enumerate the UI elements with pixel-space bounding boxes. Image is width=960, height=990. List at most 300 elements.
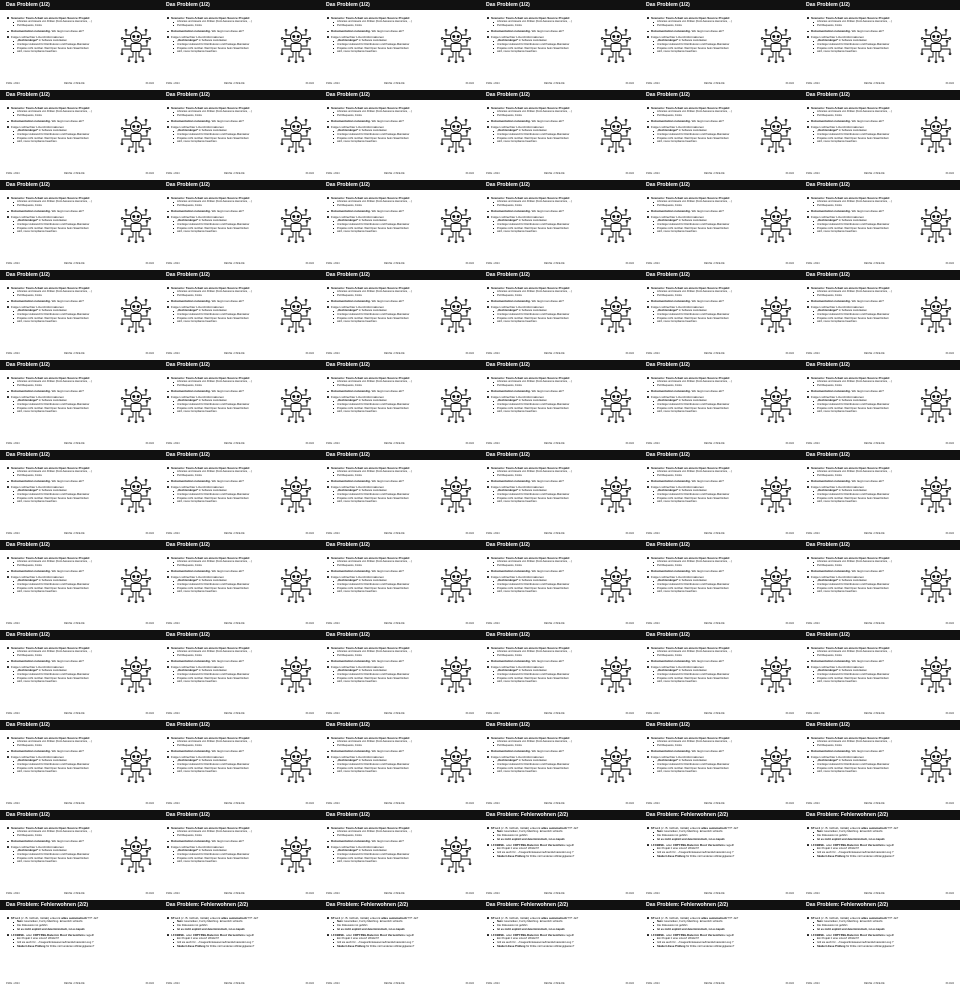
bullet-head: Szenario: Team Arbeit an einem Open Source Projekt: bbox=[331, 286, 411, 290]
slide-footer bbox=[806, 892, 954, 896]
bullet-head: Szenario: Team Arbeit an einem Open Source Projekt: bbox=[331, 196, 411, 200]
sub-bullet: wird, muss Compliance beachten. bbox=[166, 680, 278, 684]
footer-right: 15.2024 bbox=[145, 622, 154, 625]
sub-bullet-bold: „Rechtsmängel“ bbox=[657, 309, 679, 313]
footer-center: REUSE • FSFE-DE bbox=[384, 172, 405, 175]
sub-bullet-text: für Dritte mit hunderten Abhängigkeiten? bbox=[685, 854, 735, 858]
bullet-head: Szenario: Team Arbeit an einem Open Source Projekt: bbox=[11, 196, 91, 200]
bullet-code: $Tool bbox=[651, 826, 661, 830]
sub-bullet: Pull Requests, Forks bbox=[486, 654, 598, 658]
sub-bullet: Pull Requests, Forks bbox=[486, 24, 598, 28]
bullet bbox=[646, 29, 758, 33]
sub-bullet-text: für Dritte mit hunderten Abhängigkeiten? bbox=[525, 854, 575, 858]
sub-bullet: wird, muss Compliance beachten. bbox=[166, 770, 278, 774]
sub-bullet-bold: „Rechtsmängel“ bbox=[177, 399, 199, 403]
sub-bullet: Libraries und Assets von Dritten (Font Awesome Heroicons, ...) bbox=[646, 20, 758, 24]
sub-bullet: wird, muss Compliance beachten. bbox=[806, 590, 918, 594]
slide-footer bbox=[806, 352, 954, 356]
sub-bullet: Unnötiger Aufwand für Distributoren und Package-Maintainer bbox=[166, 493, 278, 497]
sub-bullet: Unnötiger Aufwand für Distributoren und Package-Maintainer bbox=[6, 763, 118, 767]
bullet-tail: Wo liegt man diese ab? bbox=[370, 569, 404, 574]
bullet-code: LICENSE bbox=[331, 932, 344, 937]
sub-bullet: Pull Requests, Forks bbox=[166, 474, 278, 478]
slide-title: Das Problem (1/2) bbox=[800, 0, 960, 10]
bullet-head: Folgen schlechter Lizenzinformationen bbox=[651, 755, 704, 759]
sub-bullet: Unnötiger Aufwand für Distributoren und Package-Maintainer bbox=[6, 493, 118, 497]
slide-title: Das Problem (1/2) bbox=[480, 450, 640, 460]
sub-bullet: Pull Requests, Forks bbox=[486, 114, 598, 118]
bullet-tail: ?!?! Ja? bbox=[407, 916, 419, 920]
slide-title: Das Problem (1/2) bbox=[480, 360, 640, 370]
bullet-head: Szenario: Team Arbeit an einem Open Source Projekt: bbox=[171, 736, 251, 740]
sub-bullet-bold: „Rechtsmängel“ bbox=[177, 309, 199, 313]
footer-right: 15.2024 bbox=[145, 442, 154, 445]
slide-thumbnail bbox=[800, 900, 960, 990]
slide-title: Das Problem: Fehlerwohnen (2/2) bbox=[0, 900, 160, 910]
slide-thumbnail bbox=[480, 0, 640, 90]
slide-body bbox=[166, 826, 278, 864]
bullet-head: Folgen schlechter Lizenzinformationen bbox=[171, 665, 224, 669]
bullet bbox=[486, 479, 598, 483]
sub-bullet: Libraries und Assets von Dritten (Font Awesome Heroicons, ...) bbox=[806, 200, 918, 204]
footer-center: REUSE • FSFE-DE bbox=[64, 442, 85, 445]
slide-body bbox=[326, 916, 474, 948]
footer-center: REUSE • FSFE-DE bbox=[384, 532, 405, 535]
footer-center: REUSE • FSFE-DE bbox=[384, 802, 405, 805]
slide-title: Das Problem (1/2) bbox=[160, 180, 320, 190]
slide-thumbnail bbox=[640, 270, 800, 360]
bullet-head: Dokumentation notwendig. bbox=[491, 569, 531, 574]
bullet-tail: regelt! bbox=[724, 932, 735, 937]
bullet-head: Folgen schlechter Lizenzinformationen bbox=[811, 395, 864, 399]
footer-right: 15.2024 bbox=[305, 712, 314, 715]
sub-bullet-text: für Dritte mit hunderten Abhängigkeiten? bbox=[685, 944, 735, 948]
sub-bullet: Libraries und Assets von Dritten (Font Awesome Heroicons, ...) bbox=[486, 380, 598, 384]
sub-bullet: wird, muss Compliance beachten. bbox=[6, 770, 118, 774]
sub-bullet bbox=[6, 928, 154, 932]
footer-right: 15.2024 bbox=[785, 982, 794, 985]
bullet-tail: Wo liegt man diese ab? bbox=[690, 29, 724, 34]
bullet-head: Szenario: Team Arbeit an einem Open Source Projekt: bbox=[811, 556, 891, 560]
sub-bullet: Libraries und Assets von Dritten (Font Awesome Heroicons, ...) bbox=[646, 110, 758, 114]
slide-thumbnail bbox=[0, 540, 160, 630]
sub-bullet-bold: Ist es nicht explizit und deterministisch, ist es kaputt. bbox=[497, 927, 566, 931]
sub-bullet: Unnötiger Aufwand für Distributoren und Package-Maintainer bbox=[486, 583, 598, 587]
bullet-head: Folgen schlechter Lizenzinformationen bbox=[171, 575, 224, 579]
bullet-head: Dokumentation notwendig. bbox=[171, 479, 211, 484]
sub-bullet: Unnötiger Aufwand für Distributoren und Package-Maintainer bbox=[486, 493, 598, 497]
footer-center: REUSE • FSFE-DE bbox=[64, 622, 85, 625]
sub-bullet: Unnötiger Aufwand für Distributoren und Package-Maintainer bbox=[486, 313, 598, 317]
sub-bullet: Unnötiger Aufwand für Distributoren und Package-Maintainer bbox=[326, 583, 438, 587]
footer-left: FSFE • 2024 bbox=[6, 802, 20, 805]
bullet-head: Folgen schlechter Lizenzinformationen bbox=[491, 755, 544, 759]
bullet bbox=[6, 479, 118, 483]
sub-bullet: Libraries und Assets von Dritten (Font Awesome Heroicons, ...) bbox=[646, 650, 758, 654]
bullet bbox=[806, 29, 918, 33]
slide-thumbnail bbox=[0, 180, 160, 270]
sub-bullet: wird, muss Compliance beachten. bbox=[166, 230, 278, 234]
sub-bullet-text: Ein Projekt ≠ eine Lizenz! Wirklich? bbox=[497, 847, 539, 851]
slide-footer bbox=[6, 982, 154, 986]
sub-bullet: Unnötiger Aufwand für Distributoren und Package-Maintainer bbox=[326, 493, 438, 497]
sub-bullet: Projekte nicht nutzbar. Weil Open Source beim Staat fördern bbox=[166, 317, 278, 321]
bullet-text: - oder bbox=[664, 842, 673, 847]
bullet-code: COPYING bbox=[512, 932, 526, 937]
sub-bullet: Projekte nicht nutzbar. Weil Open Source beim Staat fördern bbox=[326, 227, 438, 231]
robot-circuit-icon bbox=[440, 476, 472, 514]
footer-left: FSFE • 2024 bbox=[486, 352, 500, 355]
bullet bbox=[486, 749, 598, 753]
sub-bullet: wird, muss Compliance beachten. bbox=[6, 860, 118, 864]
slide-thumbnail bbox=[320, 720, 480, 810]
sub-bullet-text: in Software Lieferketten bbox=[678, 309, 708, 313]
footer-left: FSFE • 2024 bbox=[486, 892, 500, 895]
bullet bbox=[166, 479, 278, 483]
bullet-tail: regelt! bbox=[884, 932, 895, 937]
sub-bullet: Libraries und Assets von Dritten (Font Awesome Heroicons, ...) bbox=[166, 380, 278, 384]
slide-title: Das Problem: Fehlerwohnen (2/2) bbox=[480, 900, 640, 910]
sub-bullet-bold: Skaliert diese Prüfung bbox=[497, 944, 526, 948]
bullet-tail: Wo liegt man diese ab? bbox=[50, 29, 84, 34]
sub-bullet: Unnötiger Aufwand für Distributoren und Package-Maintainer bbox=[806, 133, 918, 137]
footer-left: FSFE • 2024 bbox=[326, 802, 340, 805]
bullet-head: Dokumentation notwendig. bbox=[11, 749, 51, 754]
robot-circuit-icon bbox=[120, 296, 152, 334]
bullet-text: - oder bbox=[824, 932, 833, 937]
slide-footer bbox=[326, 622, 474, 626]
sub-bullet: Unnötiger Aufwand für Distributoren und Package-Maintainer bbox=[646, 673, 758, 677]
footer-left: FSFE • 2024 bbox=[646, 892, 660, 895]
sub-bullet bbox=[646, 855, 794, 859]
sub-bullet-text: in Software Lieferketten bbox=[38, 309, 68, 313]
bullet-head: Dokumentation notwendig. bbox=[651, 569, 691, 574]
sub-bullet-bold: „Rechtsmängel“ bbox=[497, 669, 519, 673]
sub-bullet: Pull Requests, Forks bbox=[6, 834, 118, 838]
bullet-head: Dokumentation notwendig. bbox=[331, 749, 371, 754]
bullet bbox=[486, 299, 598, 303]
footer-center: REUSE • FSFE-DE bbox=[864, 172, 885, 175]
sub-bullet-bold: „Rechtsmängel“ bbox=[337, 669, 359, 673]
sub-bullet: wird, muss Compliance beachten. bbox=[166, 590, 278, 594]
slide-title: Das Problem (1/2) bbox=[160, 720, 320, 730]
slide-footer bbox=[646, 622, 794, 626]
footer-left: FSFE • 2024 bbox=[486, 532, 500, 535]
slide-title: Das Problem: Fehlerwohnen (2/2) bbox=[160, 900, 320, 910]
bullet bbox=[326, 569, 438, 573]
sub-bullet: Libraries und Assets von Dritten (Font Awesome Heroicons, ...) bbox=[326, 470, 438, 474]
sub-bullet: Unnötiger Aufwand für Distributoren und Package-Maintainer bbox=[806, 403, 918, 407]
slide-thumbnail bbox=[480, 90, 640, 180]
slide-body bbox=[6, 736, 118, 774]
sub-bullet: Projekte nicht nutzbar. Weil Open Source beim Staat fördern bbox=[6, 767, 118, 771]
footer-left: FSFE • 2024 bbox=[806, 532, 820, 535]
footer-left: FSFE • 2024 bbox=[806, 442, 820, 445]
slide-title: Das Problem (1/2) bbox=[480, 0, 640, 10]
sub-bullet-bold: „Rechtsmängel“ bbox=[337, 849, 359, 853]
bullet-bold: alles automatisch bbox=[701, 916, 728, 920]
bullet-head: Szenario: Team Arbeit an einem Open Source Projekt: bbox=[811, 106, 891, 110]
footer-right: 15.2024 bbox=[785, 712, 794, 715]
sub-bullet-text: in Software Lieferketten bbox=[38, 39, 68, 43]
sub-bullet-bold: „Rechtsmängel“ bbox=[657, 759, 679, 763]
sub-bullet: wird, muss Compliance beachten. bbox=[6, 50, 118, 54]
sub-bullet: Projekte nicht nutzbar. Weil Open Source beim Staat fördern bbox=[6, 497, 118, 501]
robot-circuit-icon bbox=[600, 476, 632, 514]
bullet-tail: Wo liegt man diese ab? bbox=[690, 749, 724, 754]
footer-right: 15.2024 bbox=[305, 442, 314, 445]
bullet-head: Folgen schlechter Lizenzinformationen bbox=[171, 215, 224, 219]
sub-bullet: Pull Requests, Forks bbox=[166, 834, 278, 838]
bullet-head: Folgen schlechter Lizenzinformationen bbox=[331, 755, 384, 759]
bullet-head: Dokumentation notwendig. bbox=[11, 569, 51, 574]
bullet-head: Szenario: Team Arbeit an einem Open Source Projekt: bbox=[331, 466, 411, 470]
robot-circuit-icon bbox=[280, 476, 312, 514]
robot-circuit-icon bbox=[920, 116, 952, 154]
slide-title: Das Problem (1/2) bbox=[800, 90, 960, 100]
sub-bullet: Projekte nicht nutzbar. Weil Open Source beim Staat fördern bbox=[326, 857, 438, 861]
footer-left: FSFE • 2024 bbox=[486, 982, 500, 985]
footer-center: REUSE • FSFE-DE bbox=[384, 712, 405, 715]
footer-right: 15.2024 bbox=[305, 892, 314, 895]
bullet bbox=[166, 569, 278, 573]
sub-bullet-text: in Software Lieferketten bbox=[518, 759, 548, 763]
footer-left: FSFE • 2024 bbox=[166, 892, 180, 895]
bullet-head: Folgen schlechter Lizenzinformationen bbox=[11, 125, 64, 129]
bullet-head: Dokumentation notwendig. bbox=[651, 479, 691, 484]
bullet-head: Dokumentation notwendig. bbox=[331, 479, 371, 484]
slide-title: Das Problem (1/2) bbox=[480, 90, 640, 100]
slide-body bbox=[166, 646, 278, 684]
robot-circuit-icon bbox=[760, 26, 792, 64]
sub-bullet: wird, muss Compliance beachten. bbox=[166, 50, 278, 54]
sub-bullet-text: : Heuristiken, Fuzzy-Matching. Erraunlich schlecht. bbox=[22, 920, 84, 924]
footer-left: FSFE • 2024 bbox=[6, 712, 20, 715]
slide-footer bbox=[166, 532, 314, 536]
robot-circuit-icon bbox=[600, 296, 632, 334]
footer-right: 15.2024 bbox=[945, 982, 954, 985]
bullet-head: Folgen schlechter Lizenzinformationen bbox=[331, 395, 384, 399]
sub-bullet bbox=[806, 855, 954, 859]
footer-left: FSFE • 2024 bbox=[166, 442, 180, 445]
sub-bullet: Unnötiger Aufwand für Distributoren und Package-Maintainer bbox=[166, 853, 278, 857]
sub-bullet bbox=[806, 945, 954, 949]
bullet-head: Folgen schlechter Lizenzinformationen bbox=[491, 305, 544, 309]
robot-circuit-icon bbox=[120, 746, 152, 784]
footer-center: REUSE • FSFE-DE bbox=[384, 892, 405, 895]
footer-right: 15.2024 bbox=[145, 82, 154, 85]
footer-right: 15.2024 bbox=[465, 82, 474, 85]
sub-bullet: Libraries und Assets von Dritten (Font Awesome Heroicons, ...) bbox=[646, 740, 758, 744]
sub-bullet: Pull Requests, Forks bbox=[806, 204, 918, 208]
bullet-bold: alles automatisch bbox=[861, 826, 888, 830]
slide-title: Das Problem (1/2) bbox=[0, 0, 160, 10]
sub-bullet: wird, muss Compliance beachten. bbox=[806, 410, 918, 414]
slide-body bbox=[166, 916, 314, 948]
sub-bullet: Unnötiger Aufwand für Distributoren und Package-Maintainer bbox=[646, 313, 758, 317]
slide-body bbox=[806, 646, 918, 684]
bullet-tail: Wo liegt man diese ab? bbox=[850, 299, 884, 304]
sub-bullet: wird, muss Compliance beachten. bbox=[486, 680, 598, 684]
slide-footer bbox=[806, 532, 954, 536]
footer-center: REUSE • FSFE-DE bbox=[864, 262, 885, 265]
bullet-head: Dokumentation notwendig. bbox=[811, 29, 851, 34]
footer-center: REUSE • FSFE-DE bbox=[864, 442, 885, 445]
slide-body bbox=[486, 376, 598, 414]
bullet-head: Dokumentation notwendig. bbox=[651, 659, 691, 664]
sub-bullet: Unnötiger Aufwand für Distributoren und Package-Maintainer bbox=[486, 673, 598, 677]
bullet bbox=[6, 119, 118, 123]
bullet-head: Folgen schlechter Lizenzinformationen bbox=[171, 755, 224, 759]
bullet-head: Dokumentation notwendig. bbox=[331, 569, 371, 574]
robot-circuit-icon bbox=[120, 836, 152, 874]
robot-circuit-icon bbox=[440, 296, 472, 334]
slide-body bbox=[6, 916, 154, 948]
slide-title: Das Problem (1/2) bbox=[480, 270, 640, 280]
slide-title: Das Problem (1/2) bbox=[640, 270, 800, 280]
slide-footer bbox=[326, 892, 474, 896]
bullet-code: $Tool bbox=[651, 916, 661, 920]
sub-bullet: Projekte nicht nutzbar. Weil Open Source beim Staat fördern bbox=[646, 677, 758, 681]
sub-bullet: Unnötiger Aufwand für Distributoren und Package-Maintainer bbox=[486, 43, 598, 47]
footer-left: FSFE • 2024 bbox=[326, 532, 340, 535]
sub-bullet-bold: „Rechtsmängel“ bbox=[17, 759, 39, 763]
bullet-head: Szenario: Team Arbeit an einem Open Source Projekt: bbox=[651, 106, 731, 110]
sub-bullet: Libraries und Assets von Dritten (Font Awesome Heroicons, ...) bbox=[166, 290, 278, 294]
bullet-tail: Wo liegt man diese ab? bbox=[850, 569, 884, 574]
sub-bullet: Unnötiger Aufwand für Distributoren und Package-Maintainer bbox=[6, 313, 118, 317]
footer-left: FSFE • 2024 bbox=[326, 82, 340, 85]
sub-bullet bbox=[166, 945, 314, 949]
bullet-tail: Wo liegt man diese ab? bbox=[690, 209, 724, 214]
bullet-tail: ?!?! Ja? bbox=[87, 916, 99, 920]
slide-thumbnail bbox=[480, 810, 640, 900]
bullet-tail: ?!?! Ja? bbox=[887, 826, 899, 830]
slide-title: Das Problem (1/2) bbox=[0, 630, 160, 640]
robot-circuit-icon bbox=[600, 746, 632, 784]
robot-circuit-icon bbox=[920, 26, 952, 64]
bullet-head: Dokumentation notwendig. bbox=[171, 29, 211, 34]
slide-footer bbox=[326, 82, 474, 86]
footer-right: 15.2024 bbox=[785, 172, 794, 175]
bullet-head: Szenario: Team Arbeit an einem Open Source Projekt: bbox=[171, 106, 251, 110]
bullet-code: LICENSE bbox=[651, 842, 664, 847]
bullet-head: Folgen schlechter Lizenzinformationen bbox=[331, 845, 384, 849]
slide-footer bbox=[806, 172, 954, 176]
bullet-text: (z. B. Github, Gitlab) erkennt bbox=[180, 916, 222, 920]
slide-body bbox=[806, 286, 918, 324]
footer-left: FSFE • 2024 bbox=[646, 352, 660, 355]
bullet-head: Szenario: Team Arbeit an einem Open Source Projekt: bbox=[651, 196, 731, 200]
bullet-bold: alles automatisch bbox=[61, 916, 88, 920]
sub-bullet-bold: Ist es nicht explizit und deterministisch, ist es kaputt. bbox=[17, 927, 86, 931]
sub-bullet-text: Gilt sie auch für .../images/fontawesome/brands/mastodon.svg ? bbox=[657, 940, 734, 944]
robot-circuit-icon bbox=[280, 206, 312, 244]
bullet-head: Szenario: Team Arbeit an einem Open Source Projekt: bbox=[491, 196, 571, 200]
bullet-tail: Wo liegt man diese ab? bbox=[850, 749, 884, 754]
sub-bullet-bold: Nein bbox=[817, 830, 823, 834]
bullet-code: $Tool bbox=[811, 916, 821, 920]
bullet-head: Folgen schlechter Lizenzinformationen bbox=[491, 215, 544, 219]
slide-footer bbox=[806, 262, 954, 266]
bullet-head: Folgen schlechter Lizenzinformationen bbox=[811, 575, 864, 579]
sub-bullet-bold: Nein bbox=[337, 920, 343, 924]
slide-title: Das Problem (1/2) bbox=[640, 90, 800, 100]
bullet-head: Szenario: Team Arbeit an einem Open Source Projekt: bbox=[331, 556, 411, 560]
slide-body bbox=[806, 196, 918, 234]
sub-bullet: Projekte nicht nutzbar. Weil Open Source beim Staat fördern bbox=[6, 47, 118, 51]
bullet bbox=[166, 389, 278, 393]
sub-bullet: wird, muss Compliance beachten. bbox=[486, 140, 598, 144]
robot-circuit-icon bbox=[440, 656, 472, 694]
slide-thumbnail bbox=[160, 0, 320, 90]
footer-left: FSFE • 2024 bbox=[646, 442, 660, 445]
footer-center: REUSE • FSFE-DE bbox=[64, 532, 85, 535]
footer-left: FSFE • 2024 bbox=[326, 172, 340, 175]
sub-bullet: Libraries und Assets von Dritten (Font Awesome Heroicons, ...) bbox=[486, 470, 598, 474]
slide-thumbnail bbox=[160, 180, 320, 270]
footer-left: FSFE • 2024 bbox=[6, 532, 20, 535]
bullet bbox=[806, 299, 918, 303]
bullet-tail: Wo liegt man diese ab? bbox=[210, 119, 244, 124]
sub-bullet: wird, muss Compliance beachten. bbox=[486, 770, 598, 774]
sub-bullet-bold: „Rechtsmängel“ bbox=[337, 39, 359, 43]
bullet-text: (z. B. Github, Gitlab) erkennt bbox=[340, 916, 382, 920]
bullet-head: Folgen schlechter Lizenzinformationen bbox=[331, 575, 384, 579]
footer-center: REUSE • FSFE-DE bbox=[384, 982, 405, 985]
footer-left: FSFE • 2024 bbox=[166, 622, 180, 625]
footer-left: FSFE • 2024 bbox=[6, 262, 20, 265]
footer-right: 15.2024 bbox=[465, 622, 474, 625]
footer-left: FSFE • 2024 bbox=[6, 982, 20, 985]
slide-body bbox=[806, 106, 918, 144]
slide-title: Das Problem (1/2) bbox=[640, 630, 800, 640]
bullet-text: (z. B. Github, Gitlab) erkennt bbox=[820, 826, 862, 830]
slide-thumbnail bbox=[0, 450, 160, 540]
footer-right: 15.2024 bbox=[785, 892, 794, 895]
sub-bullet-bold: Ist es nicht explizit und deterministisch, ist es kaputt. bbox=[817, 927, 886, 931]
bullet-code: COPYING bbox=[672, 932, 686, 937]
sub-bullet: Libraries und Assets von Dritten (Font Awesome Heroicons, ...) bbox=[166, 110, 278, 114]
sub-bullet: Projekte nicht nutzbar. Weil Open Source beim Staat fördern bbox=[6, 857, 118, 861]
sub-bullet: Pull Requests, Forks bbox=[326, 744, 438, 748]
sub-bullet: Unnötiger Aufwand für Distributoren und Package-Maintainer bbox=[6, 133, 118, 137]
sub-bullet-text: in Software Lieferketten bbox=[198, 129, 228, 133]
slide-title: Das Problem (1/2) bbox=[320, 90, 480, 100]
footer-center: REUSE • FSFE-DE bbox=[224, 802, 245, 805]
bullet-head: Dokumentation notwendig. bbox=[811, 569, 851, 574]
bullet-tail: Wo liegt man diese ab? bbox=[530, 569, 564, 574]
bullet-head: Dokumentation notwendig. bbox=[11, 479, 51, 484]
slide-body bbox=[806, 736, 918, 774]
footer-right: 15.2024 bbox=[945, 622, 954, 625]
footer-left: FSFE • 2024 bbox=[486, 712, 500, 715]
sub-bullet-bold: Skaliert diese Prüfung bbox=[657, 854, 686, 858]
footer-center: REUSE • FSFE-DE bbox=[224, 172, 245, 175]
slide-thumbnail bbox=[160, 810, 320, 900]
bullet bbox=[326, 119, 438, 123]
sub-bullet: wird, muss Compliance beachten. bbox=[806, 320, 918, 324]
footer-right: 15.2024 bbox=[785, 352, 794, 355]
footer-left: FSFE • 2024 bbox=[326, 892, 340, 895]
bullet-head: Szenario: Team Arbeit an einem Open Source Projekt: bbox=[811, 196, 891, 200]
sub-bullet-text: Ein Projekt ≠ eine Lizenz! Wirklich? bbox=[177, 937, 219, 941]
bullet-bold: -Datei im Root Verzeichnis bbox=[365, 932, 405, 937]
sub-bullet: Unnötiger Aufwand für Distributoren und Package-Maintainer bbox=[806, 673, 918, 677]
slide-body bbox=[326, 286, 438, 324]
footer-center: REUSE • FSFE-DE bbox=[544, 82, 565, 85]
slide-body bbox=[646, 916, 794, 948]
